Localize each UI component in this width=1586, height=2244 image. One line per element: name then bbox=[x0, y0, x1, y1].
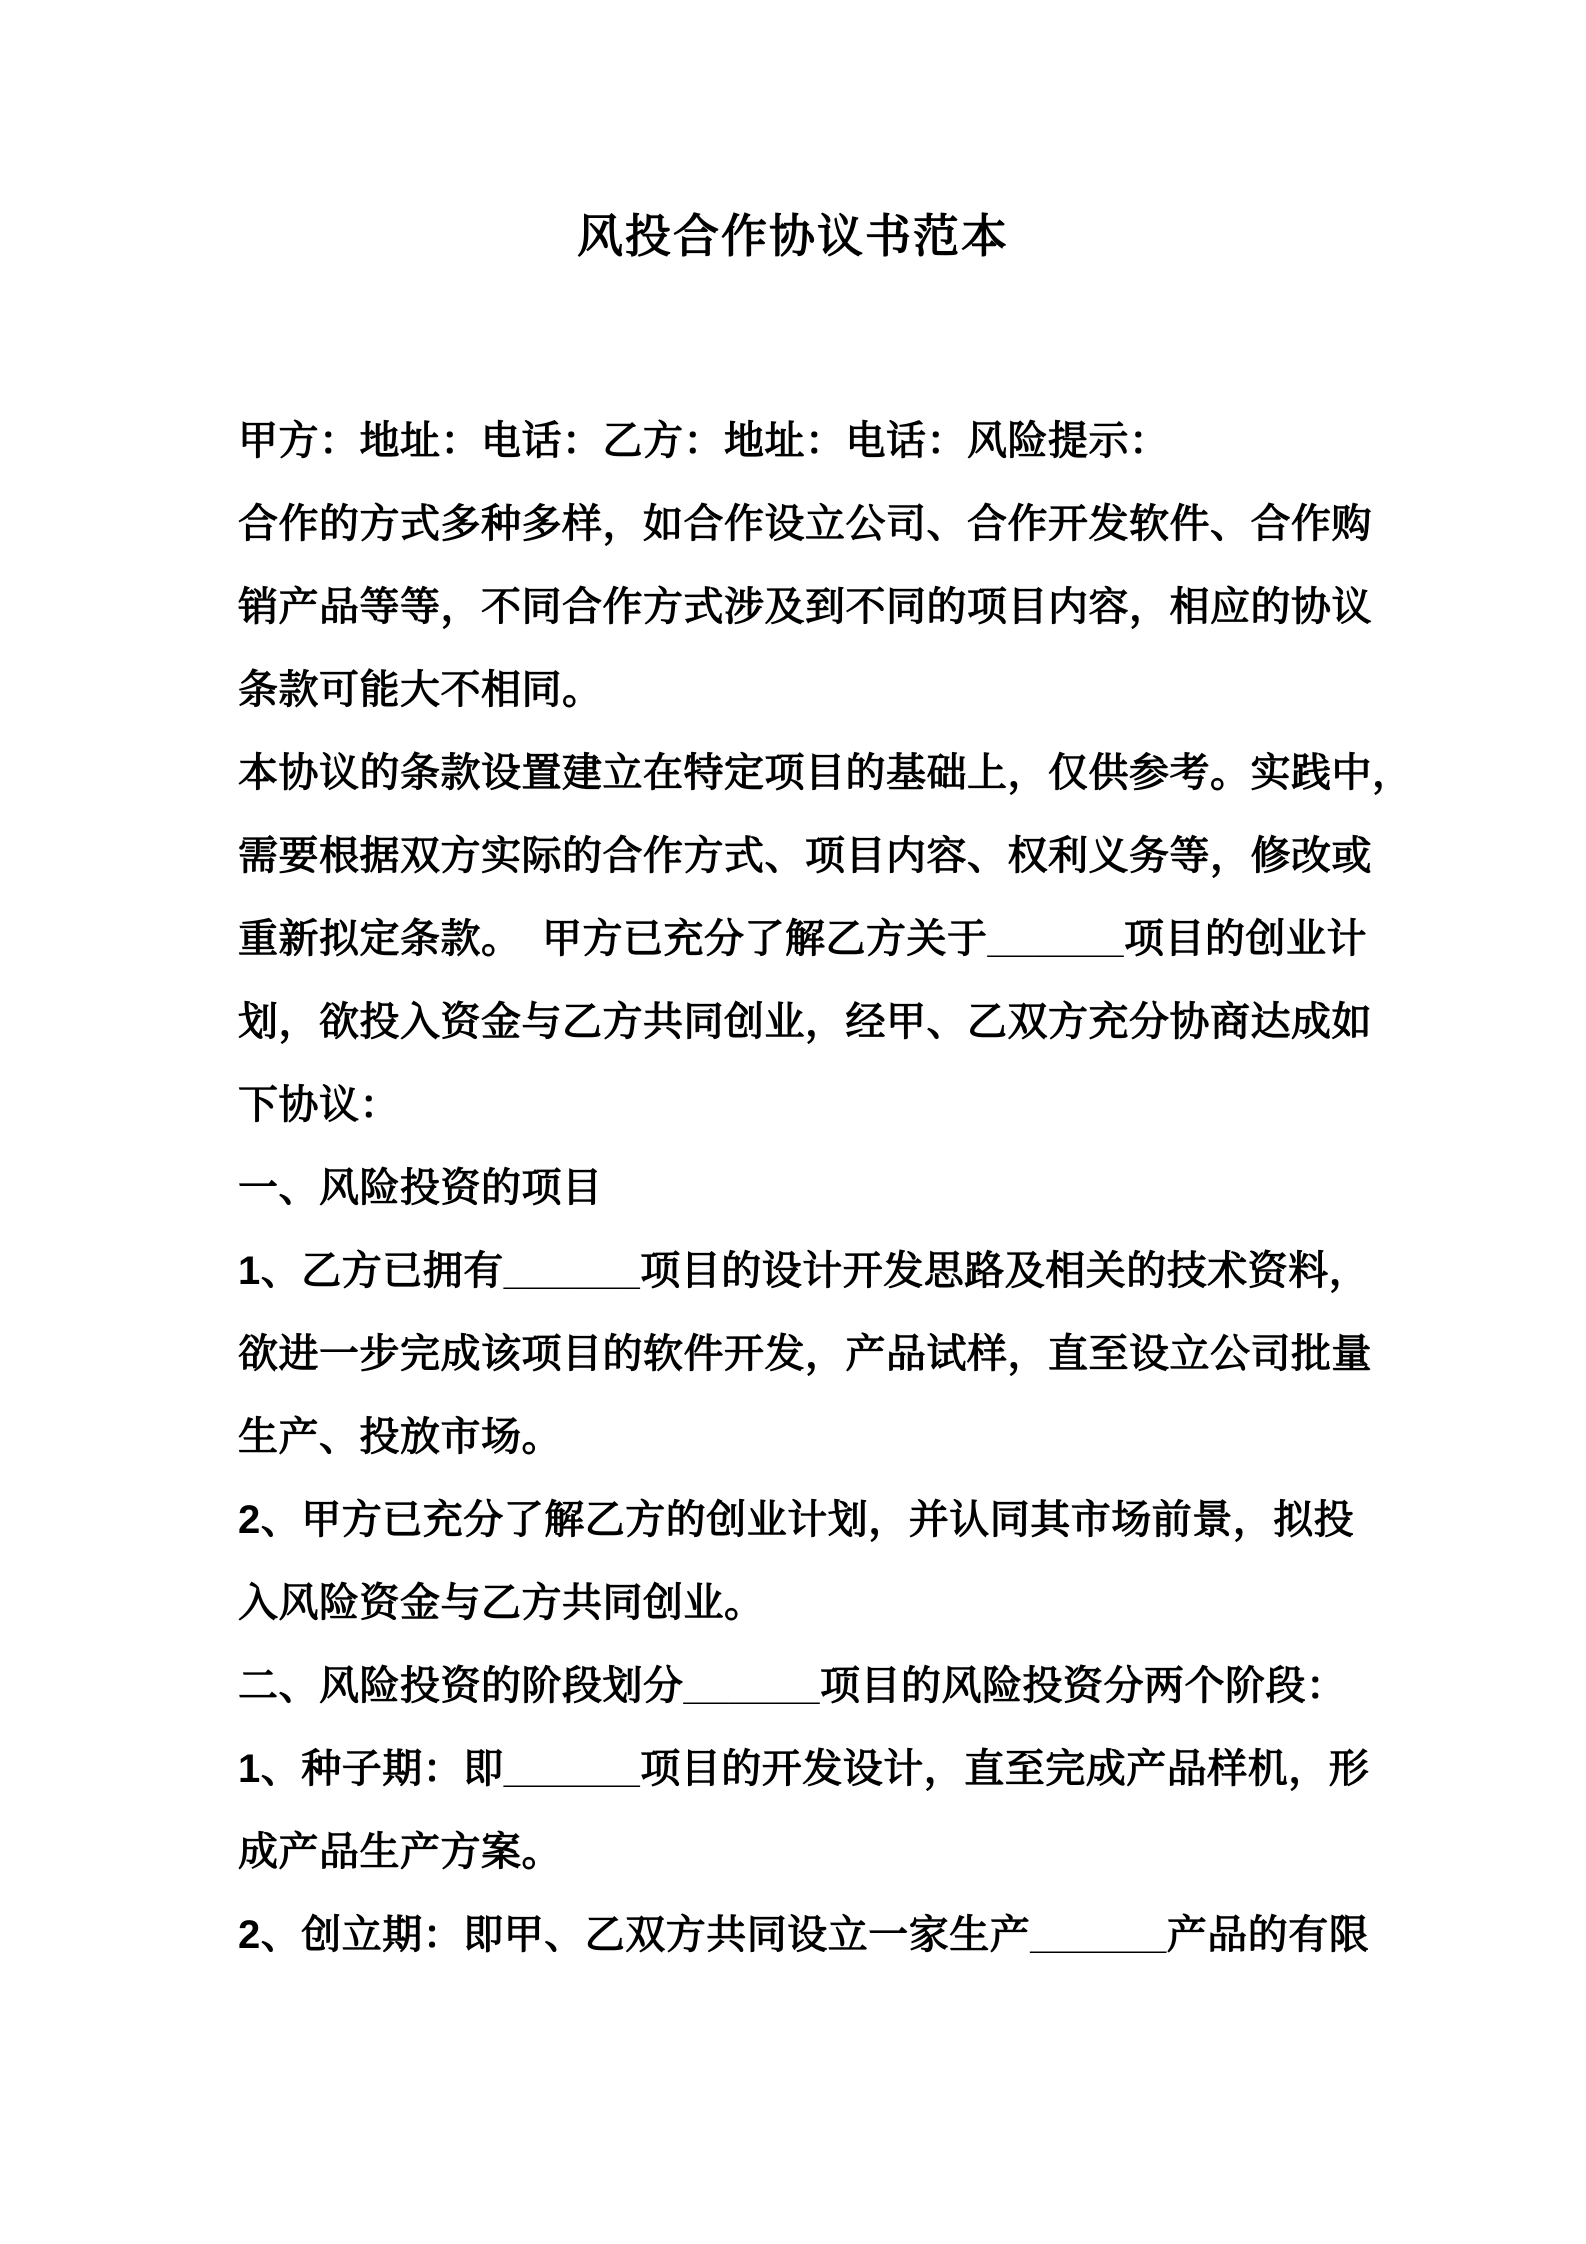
text-line: 欲进一步完成该项目的软件开发，产品试样，直至设立公司批量 bbox=[238, 1332, 1372, 1376]
text-line: 划，欲投入资金与乙方共同创业，经甲、乙双方充分协商达成如 bbox=[238, 1000, 1372, 1044]
document-title: 风投合作协议书范本 bbox=[577, 210, 1009, 262]
text-line: 二、风险投资的阶段划分______项目的风险投资分两个阶段： bbox=[238, 1664, 1347, 1708]
text-line: 一、风险投资的项目 bbox=[238, 1166, 603, 1210]
text-line: 入风险资金与乙方共同创业。 bbox=[238, 1581, 765, 1625]
text-line: 2、创立期：即甲、乙双方共同设立一家生产______产品的有限 bbox=[238, 1913, 1370, 1957]
text-line: 1、乙方已拥有______项目的设计开发思路及相关的技术资料， bbox=[238, 1249, 1370, 1293]
text-line: 合作的方式多种多样，如合作设立公司、合作开发软件、合作购 bbox=[238, 502, 1372, 546]
text-line: 条款可能大不相同。 bbox=[238, 668, 603, 712]
text-line: 成产品生产方案。 bbox=[238, 1830, 562, 1874]
text-line: 销产品等等，不同合作方式涉及到不同的项目内容，相应的协议 bbox=[238, 585, 1372, 629]
text-line: 重新拟定条款。 甲方已充分了解乙方关于______项目的创业计 bbox=[238, 917, 1367, 961]
text-line: 2、甲方已充分了解乙方的创业计划，并认同其市场前景，拟投 bbox=[238, 1498, 1355, 1542]
text-line: 需要根据双方实际的合作方式、项目内容、权利义务等，修改或 bbox=[238, 834, 1372, 878]
text-line: 甲方：地址：电话：乙方：地址：电话：风险提示： bbox=[238, 419, 1170, 463]
document-body bbox=[238, 400, 1448, 1977]
text-line: 下协议： bbox=[238, 1083, 400, 1127]
text-line: 生产、投放市场。 bbox=[238, 1415, 562, 1459]
text-line: 本协议的条款设置建立在特定项目的基础上，仅供参考。实践中， bbox=[238, 751, 1413, 795]
text-line: 1、种子期：即______项目的开发设计，直至完成产品样机，形 bbox=[238, 1747, 1370, 1791]
